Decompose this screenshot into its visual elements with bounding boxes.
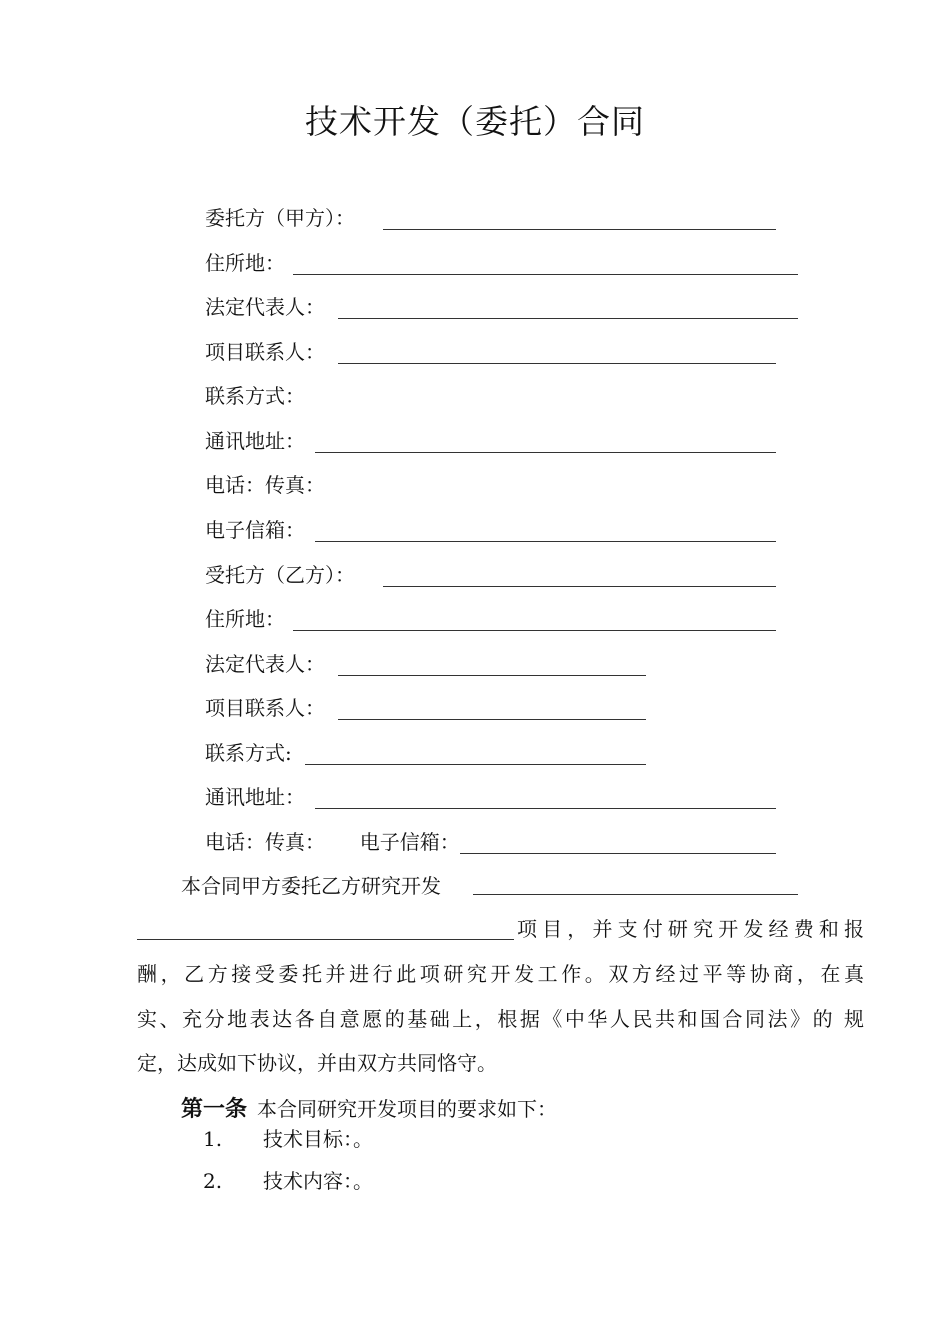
party-a-mail-address-blank[interactable] [315,452,776,453]
party-a-contact-person-label: 项目联系人： [205,340,325,364]
party-b-legal-rep-blank[interactable] [338,675,646,676]
party-b-mail-address-field [205,782,305,812]
party-a-name-label: 委托方（甲方）： [205,206,355,230]
article-1 [181,1094,557,1125]
party-a-email-label: 电子信箱： [205,518,305,542]
party-a-contact-person-blank[interactable] [338,363,776,364]
document-title: 技术开发（委托）合同 [305,102,645,141]
list-item-text: 技术内容：。 [263,1169,373,1193]
preamble-line-1-text: 本合同甲方委托乙方研究开发 [181,874,441,898]
party-a-contact-method-label: 联系方式： [205,384,305,408]
party-b-address-field [205,604,285,634]
party-b-name-label: 受托方（乙方）： [205,563,355,587]
party-b-email-blank[interactable] [460,853,776,854]
party-b-address-blank[interactable] [293,630,776,631]
project-name-blank-1[interactable] [473,894,798,895]
party-a-name-blank[interactable] [383,229,776,230]
party-b-contact-person-field [205,693,325,723]
party-a-phone-fax-label: 电话：传真： [205,473,325,497]
list-item-text: 技术目标：。 [263,1127,373,1151]
party-b-email-label: 电子信箱： [359,830,460,854]
party-b-name-blank[interactable] [383,586,776,587]
project-name-blank-2[interactable] [137,939,514,940]
party-b-phone-fax-label: 电话：传真： [205,830,325,854]
party-b-phone-email-field [205,827,460,857]
party-a-phone-fax-field [205,470,325,500]
party-a-mail-address-field [205,426,305,456]
list-item [203,1124,373,1154]
party-a-legal-rep-label: 法定代表人： [205,295,325,319]
party-a-legal-rep-blank[interactable] [338,318,798,319]
preamble-line-5: 定，达成如下协议，并由双方共同恪守。 [137,1051,497,1075]
preamble-line-2: 项目，并支付研究开发经费和报 [517,917,864,941]
party-a-contact-method-field [205,381,305,411]
party-b-contact-method-blank[interactable] [305,764,646,765]
preamble-line-3: 酬，乙方接受委托并进行此项研究开发工作。双方经过平等协商，在真 [137,962,864,986]
party-b-address-label: 住所地： [205,607,285,631]
list-item-number: 1. [203,1127,223,1151]
party-a-address-label: 住所地： [205,251,285,275]
party-b-legal-rep-field [205,649,325,679]
party-a-contact-person-field [205,337,325,367]
list-item-number: 2. [203,1169,223,1193]
party-a-name-field [205,203,355,233]
party-b-contact-person-label: 项目联系人： [205,696,325,720]
party-a-address-blank[interactable] [293,274,798,275]
article-1-text: 本合同研究开发项目的要求如下： [257,1097,558,1121]
article-1-heading: 第一条 [181,1097,248,1122]
party-a-mail-address-label: 通讯地址： [205,429,305,453]
list-item [203,1166,373,1196]
preamble-line-4: 实、充分地表达各自意愿的基础上，根据《中华人民共和国合同法》的 规 [137,1007,864,1031]
party-b-legal-rep-label: 法定代表人： [205,652,325,676]
party-a-address-field [205,248,285,278]
party-a-legal-rep-field [205,292,325,322]
party-b-contact-person-blank[interactable] [338,719,646,720]
party-a-email-field [205,515,305,545]
preamble-line-1 [181,871,441,901]
party-b-contact-method-field [205,738,292,768]
party-a-email-blank[interactable] [315,541,776,542]
party-b-mail-address-blank[interactable] [315,808,776,809]
party-b-mail-address-label: 通讯地址： [205,785,305,809]
party-b-contact-method-label: 联系方式: [205,741,292,765]
party-b-name-field [205,560,355,590]
